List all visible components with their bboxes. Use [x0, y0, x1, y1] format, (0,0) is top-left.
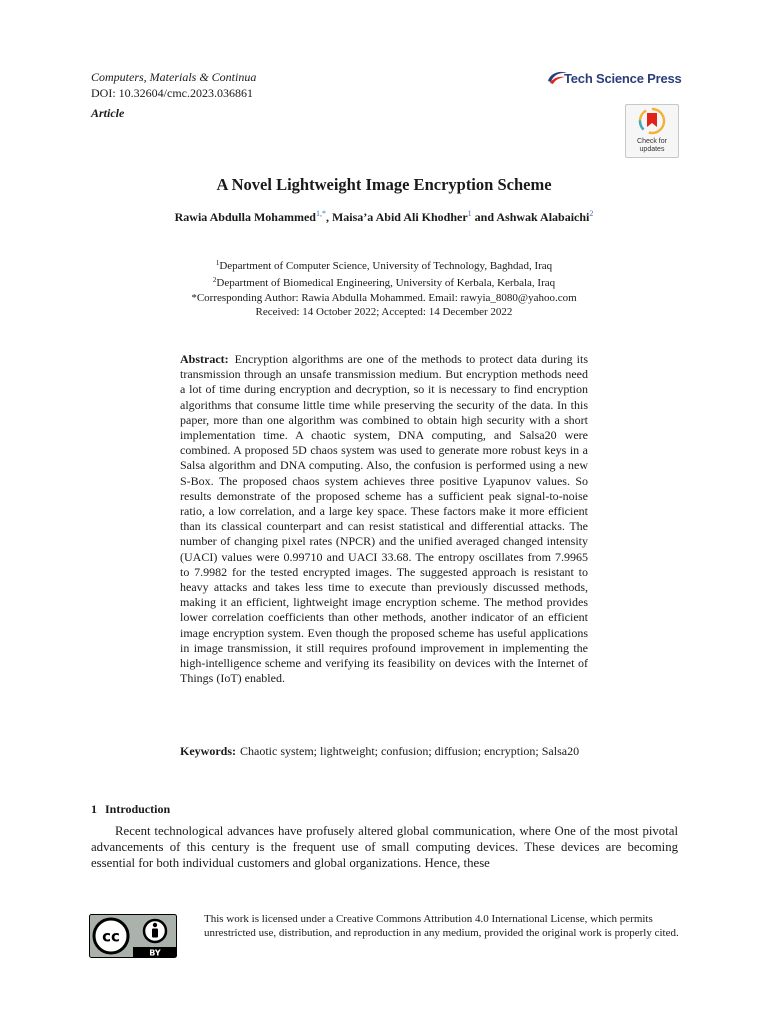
affiliation-marker: 2	[212, 276, 217, 285]
section-title: Introduction	[105, 802, 171, 816]
keywords	[180, 744, 588, 759]
article-type: Article	[91, 106, 125, 120]
affiliation-2	[0, 273, 768, 290]
affiliation-marker: 1	[215, 259, 220, 267]
affiliation-text: Department of Computer Science, University of Technology, Baghdad, Iraq	[219, 260, 553, 272]
introduction-paragraph: Recent technological advances have profusely altered global communication, where One of the most pivotal advancements of this century is the frequent use of small computing devices. These devices are becoming essential for both individual customers and global organizations. Hence, these	[91, 824, 678, 871]
publisher-name: Tech Science Press	[564, 70, 682, 86]
corresponding-author-text[interactable]: *Corresponding Author: Rawia Abdulla Mohammed. Email: rawyia_8080@yahoo.com	[191, 291, 577, 304]
author-separator: ,	[325, 210, 332, 224]
journal-name: Computers, Materials & Continua	[91, 70, 257, 84]
cc-by-icon	[89, 914, 177, 958]
abstract-label: Abstract:	[180, 352, 229, 366]
paper-title: A Novel Lightweight Image Encryption Scheme	[216, 175, 552, 194]
doi-link[interactable]: DOI: 10.32604/cmc.2023.036861	[91, 86, 253, 100]
author-1-name[interactable]: Rawia Abdulla Mohammed	[174, 210, 316, 224]
cc-by-license-badge[interactable]	[89, 914, 177, 958]
check-updates-label	[626, 138, 678, 154]
cc-badge-text: cc	[102, 927, 120, 946]
publisher-logo[interactable]	[546, 68, 682, 88]
affiliations	[0, 256, 768, 319]
author-list	[0, 209, 768, 225]
author-2-name[interactable]: Maisa’a Abid Ali Khodher	[331, 210, 468, 224]
corresponding-author	[0, 291, 768, 305]
affiliation-text: Department of Biomedical Engineering, University of Kerbala, Kerbala, Iraq	[216, 277, 556, 290]
author-separator: and	[471, 210, 497, 224]
author-3-affiliation[interactable]: 2	[589, 209, 594, 218]
abstract-text: Encryption algorithms are one of the methods to protect data during its transmission through an unsafe transmission medium. But encryption methods need a lot of time during encryption and decryption, so it is necessary to find encryption algorithms that consume little time while preserving the security of the data. In this paper, more than one algorithm was combined to obtain high security with a short implementation time. A chaotic system, DNA computing, and Salsa20 were combined. A proposed 5D chaos system was used to generate more robust keys in a Salsa algorithm and DNA computing. Also, the confusion is performed using a new S-Box. The proposed chaos system achieves three positive Lyapunov values. So results demonstrate of the proposed scheme has a sufficient peak signal-to-noise ratio, a low correlation, and a large key space. These factors make it more efficient than its classical counterpart and can resist statistical and differential attacks. The number of changing pixel rates (NPCR) and the unified averaged changed intensity (UACI) values were 0.99710 and UACI 33.68. The entropy oscillates from 7.9965 to 7.9982 for the tested encrypted images. The suggested approach is resistant to heavy attacks and takes less time to execute than previously discussed methods, making it an efficient, lightweight image encryption scheme. The method provides lower correlation coefficients than other methods, another indicator of an efficient image encryption system. Even though the proposed scheme has useful applications in image transmission, it still requires profound improvement in implementing the high-intelligence scheme and verifying its feasibility on devices with the Internet of Things (IoT) enabled.	[180, 352, 588, 686]
keywords-label: Keywords:	[180, 744, 236, 758]
received-accepted-dates	[0, 305, 768, 319]
author-2-affiliation[interactable]: 1	[467, 209, 472, 218]
affiliation-1	[0, 256, 768, 273]
abstract	[180, 352, 588, 686]
section-number: 1	[91, 802, 97, 816]
check-updates-line-2: updates	[639, 146, 665, 153]
author-1-affiliation[interactable]: 1,*	[315, 209, 326, 218]
author-3-name[interactable]: Ashwak Alabaichi	[496, 210, 590, 224]
license-statement: This work is licensed under a Creative Commons Attribution 4.0 International License, which permits unrestricted use, distribution, and reproduction in any medium, provided the original work is properly cited.	[204, 913, 679, 940]
dates-text: Received: 14 October 2022; Accepted: 14 December 2022	[255, 305, 513, 318]
bookmark-ribbon-icon	[626, 105, 678, 139]
check-updates-line-1: Check for	[637, 138, 667, 145]
keywords-text: Chaotic system; lightweight; confusion; diffusion; encryption; Salsa20	[240, 744, 580, 758]
section-heading-introduction	[91, 802, 170, 817]
check-for-updates-button[interactable]	[625, 104, 679, 158]
by-badge-text: BY	[149, 948, 161, 958]
